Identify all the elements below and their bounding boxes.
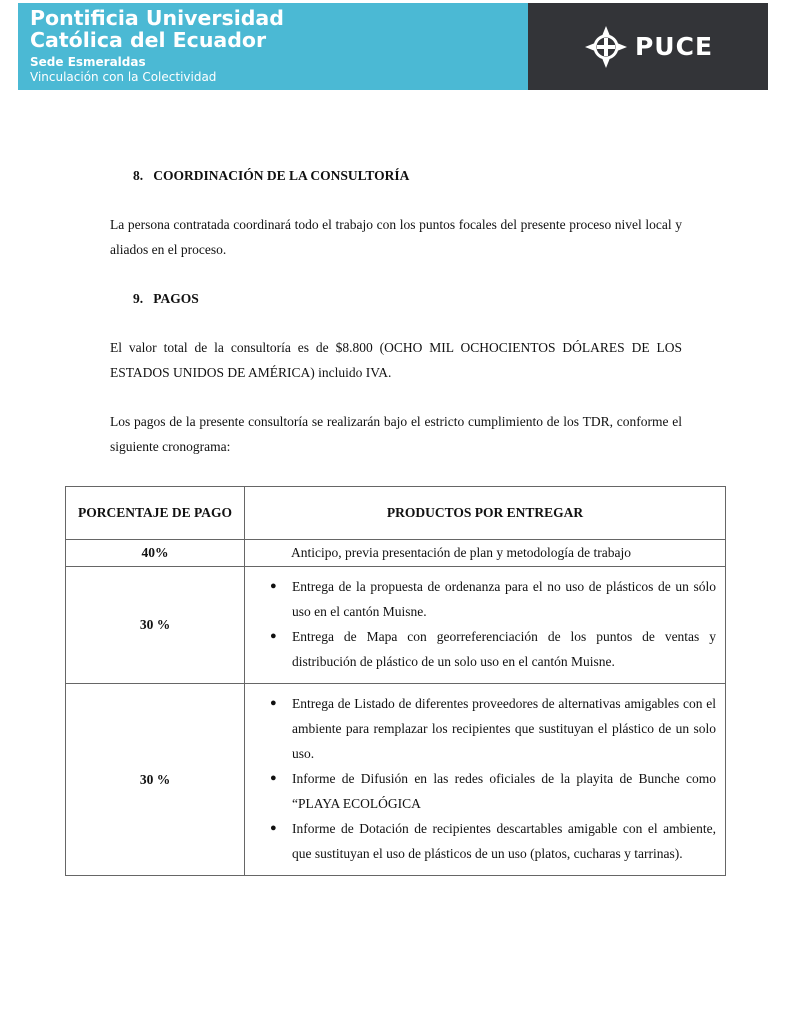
row-products-list: [245, 684, 726, 876]
row-percentage: 30 %: [66, 567, 245, 684]
university-name-line2: Católica del Ecuador: [30, 28, 267, 52]
section-9-paragraph-2: Los pagos de la presente consultoría se realizarán bajo el estricto cumplimiento de los TDR, conforme el siguiente cronograma:: [110, 414, 682, 454]
section-9-title: PAGOS: [153, 291, 199, 306]
section-9-number: 9.: [133, 291, 144, 306]
table-row: [66, 684, 726, 876]
header-products: PRODUCTOS POR ENTREGAR: [245, 487, 726, 540]
department-name: Vinculación con la Colectividad: [30, 70, 217, 84]
puce-logo-text: PUCE: [634, 32, 714, 61]
table-header-row: [66, 487, 726, 540]
list-item: [270, 624, 716, 674]
list-item: [270, 574, 716, 624]
row-percentage: 40%: [66, 540, 245, 567]
bullet-icon: ●: [270, 697, 277, 709]
table-row: [66, 540, 726, 567]
list-item-text: Entrega de Listado de diferentes proveedores de alternativas amigables con el ambiente para remplazar los recipientes que sustituyan el plástico de un solo uso.: [292, 696, 716, 761]
section-8-heading: [133, 168, 409, 184]
section-8-title: COORDINACIÓN DE LA CONSULTORÍA: [153, 168, 410, 183]
section-9-paragraph-1: El valor total de la consultoría es de $8.800 (OCHO MIL OCHOCIENTOS DÓLARES DE LOS ESTADOS UNIDOS DE AMÉRICA) incluido IVA.: [110, 340, 682, 380]
section-8-paragraph: La persona contratada coordinará todo el trabajo con los puntos focales del presente proceso nivel local y aliados en el proceso.: [110, 217, 682, 257]
section-8-number: 8.: [133, 168, 144, 183]
header-percentage: PORCENTAJE DE PAGO: [66, 487, 245, 540]
header-banner: [18, 3, 768, 90]
bullet-icon: ●: [270, 822, 277, 834]
list-item: [270, 816, 716, 866]
bullet-icon: ●: [270, 580, 277, 592]
row-product: Anticipo, previa presentación de plan y metodología de trabajo: [245, 540, 726, 567]
bullet-icon: ●: [270, 630, 277, 642]
row-products-list: [245, 567, 726, 684]
campus-name: Sede Esmeraldas: [30, 55, 146, 69]
table-row: [66, 567, 726, 684]
list-item-text: Informe de Dotación de recipientes descartables amigable con el ambiente, que sustituyan el uso de plásticos de un uso (platos, cucharas y tarrinas).: [292, 821, 716, 861]
university-name-panel: [18, 3, 528, 90]
list-item-text: Entrega de Mapa con georreferenciación de los puntos de ventas y distribución de plástico de un solo uso en el cantón Muisne.: [292, 629, 716, 669]
list-item-text: Entrega de la propuesta de ordenanza para el no uso de plásticos de un sólo uso en el cantón Muisne.: [292, 579, 716, 619]
bullet-icon: ●: [270, 772, 277, 784]
section-9-heading: [133, 291, 199, 307]
row-percentage: 30 %: [66, 684, 245, 876]
list-item: [270, 766, 716, 816]
list-item-text: Informe de Difusión en las redes oficiales de la playita de Bunche como “PLAYA ECOLÓGICA: [292, 771, 716, 811]
logo-panel: [528, 3, 768, 90]
puce-emblem-icon: [583, 24, 629, 70]
payment-schedule-table: [65, 486, 726, 876]
list-item: [270, 691, 716, 766]
university-name-line1: Pontificia Universidad: [30, 6, 284, 30]
